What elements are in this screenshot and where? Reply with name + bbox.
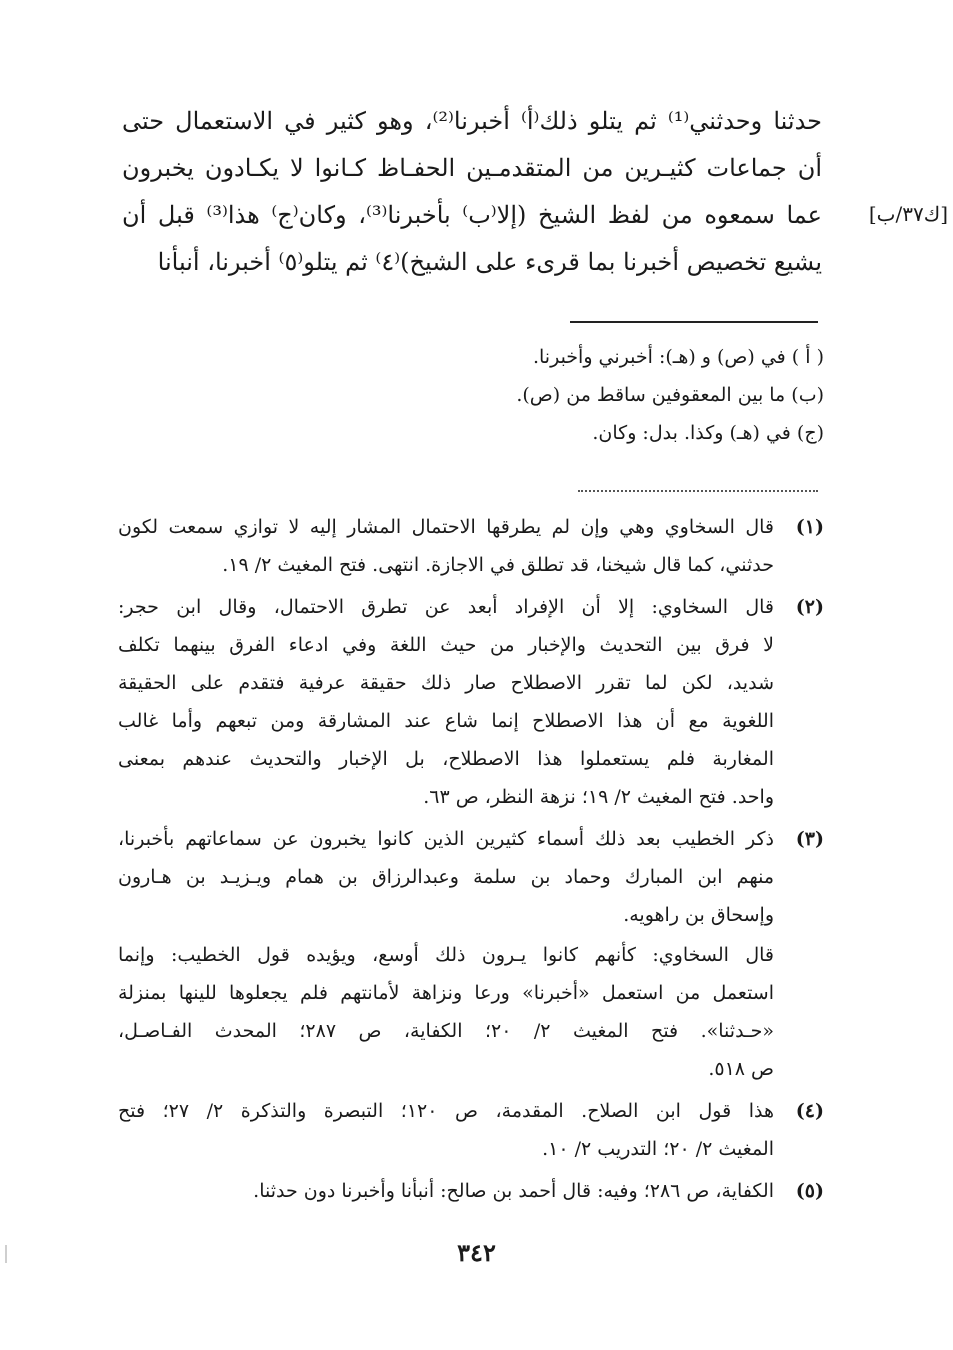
footnote-line: هذا قول ابن الصلاح. المقدمة، ص ١٢٠؛ التبصرة والتذكرة ٢/ ٢٧؛ فتح bbox=[118, 1100, 775, 1122]
main-text-line: حدثنا وحدثني⁽¹⁾ ثم يتلو ذلك⁽أ⁾ أخبرنا⁽²⁾، وهو كثير في الاستعمال حتى bbox=[122, 107, 822, 135]
footnote-line: ذكر الخطيب بعد ذلك أسماء كثيرين الذين كانوا يخبرون عن سماعاتهم بأخبرنا، bbox=[118, 828, 774, 850]
page-number: ٣٤٢ bbox=[457, 1238, 496, 1267]
footnote-number: (٣) bbox=[795, 828, 824, 850]
footnote-line: حدثني، كما قال شيخنا، قد تطلق في الاجازة. انتهى. فتح المغيث ٢/ ١٩. bbox=[222, 554, 774, 576]
footnote-line: قال السخاوي: إلا أن الإفراد أبعد عن تطرق الاحتمال، وقال ابن حجر: bbox=[118, 596, 774, 618]
footnote-5 bbox=[118, 1172, 824, 1210]
dotted-separator bbox=[578, 490, 818, 492]
footnote-line: قال السخاوي: كأنهم كانوا يـرون ذلك أوسع، ويؤيده قول الخطيب: وإنما bbox=[118, 944, 774, 966]
footnote-line: منهم ابن المبارك وحماد بن سلمة وعبدالرزاق بن همام ويـزيـد بن هـارون bbox=[118, 866, 774, 888]
main-text-line: يشيع تخصيص أخبرنا بما قرىء على الشيخ)⁽٤⁾ ثم يتلو⁽٥⁾ أخبرنا، أنبأنا bbox=[157, 248, 822, 276]
manuscript-folio-marker: [ك٣٧/ب] bbox=[868, 202, 948, 226]
footnote-number: (٢) bbox=[795, 596, 824, 618]
footnote-line: قال السخاوي وهي وإن لم يطرقها الاحتمال المشار إليه لا توازي سمعت لكون bbox=[118, 516, 774, 538]
footnotes bbox=[118, 508, 824, 1214]
footnote-number: (٥) bbox=[795, 1180, 824, 1202]
footnote-line: اللغوية مع أن هذا الاصطلاح إنما شاع عند المشارقة ومن تبعهم وأما غالب bbox=[118, 710, 774, 732]
main-text-block bbox=[122, 98, 822, 286]
footnote-2 bbox=[118, 588, 824, 816]
footnote-line: واحد. فتح المغيث ٢/ ١٩؛ نزهة النظر، ص ٦٣. bbox=[423, 786, 774, 808]
variant-reading: ( أ ) في (ص) و (هـ): أخبرني وأخبرنا. bbox=[532, 346, 824, 368]
footnote-line: «حـدثنا». فتح المغيث ٢/ ٢٠؛ الكفاية، ص ٢٨٧؛ المحدث الفـاصـل، bbox=[118, 1020, 774, 1042]
footnote-line: لا فرق بين التحديث والإخبار من حيث اللغة وفي ادعاء الفرق بينهما تكلف bbox=[118, 634, 774, 656]
footnote-line: المغيث ٢/ ٢٠؛ التدريب ٢/ ١٠. bbox=[542, 1138, 774, 1160]
variant-reading: (ب) ما بين المعقوفين ساقط من (ص). bbox=[516, 384, 824, 406]
footnote-4 bbox=[118, 1092, 824, 1168]
footnote-3 bbox=[118, 820, 824, 1088]
variant-reading: (ج) في (هـ) وكذا. بدل: وكان. bbox=[592, 422, 824, 444]
footnote-line: وإسحاق بن راهويه. bbox=[623, 904, 774, 926]
main-text-line: عما سمعوه من لفظ الشيخ (إلا⁽ب⁾ بأخبرنا⁽³⁾، وكان⁽ج⁾ هذا⁽³⁾ قبل أن bbox=[122, 201, 822, 229]
footnote-line: ص ٥١٨. bbox=[708, 1058, 774, 1080]
scan-edge-mark bbox=[5, 1245, 7, 1263]
main-text-line: أن جماعات كثيـرين من المتقدمـين الحفـاظ كـانوا لا يكـادون يخبرون bbox=[122, 154, 822, 182]
footnote-line: المغاربة فلم يستعملوا هذا الاصطلاح، بل الإخبار والتحديث عندهم بمعنى bbox=[118, 748, 774, 770]
footnote-line: شديد، لكن لما تقرر الاصطلاح صار ذلك حقيقة عرفية فتقدم على الحقيقة bbox=[118, 672, 774, 694]
footnote-line: الكفاية، ص ٢٨٦؛ وفيه: قال أحمد بن صالح: أنبأنا وأخبرنا دون حدثنا. bbox=[253, 1180, 774, 1202]
footnote-line: استعمل من استعمل «أخبرنا» ورعا ونزاهة لأمانتهم فلم يجعلوها للينها بمنزلة bbox=[118, 982, 774, 1004]
footnote-number: (٤) bbox=[795, 1100, 824, 1122]
footnote-1 bbox=[118, 508, 824, 584]
footnote-separator-rule bbox=[570, 321, 818, 323]
footnote-number: (١) bbox=[795, 516, 824, 538]
variant-readings bbox=[300, 338, 824, 452]
